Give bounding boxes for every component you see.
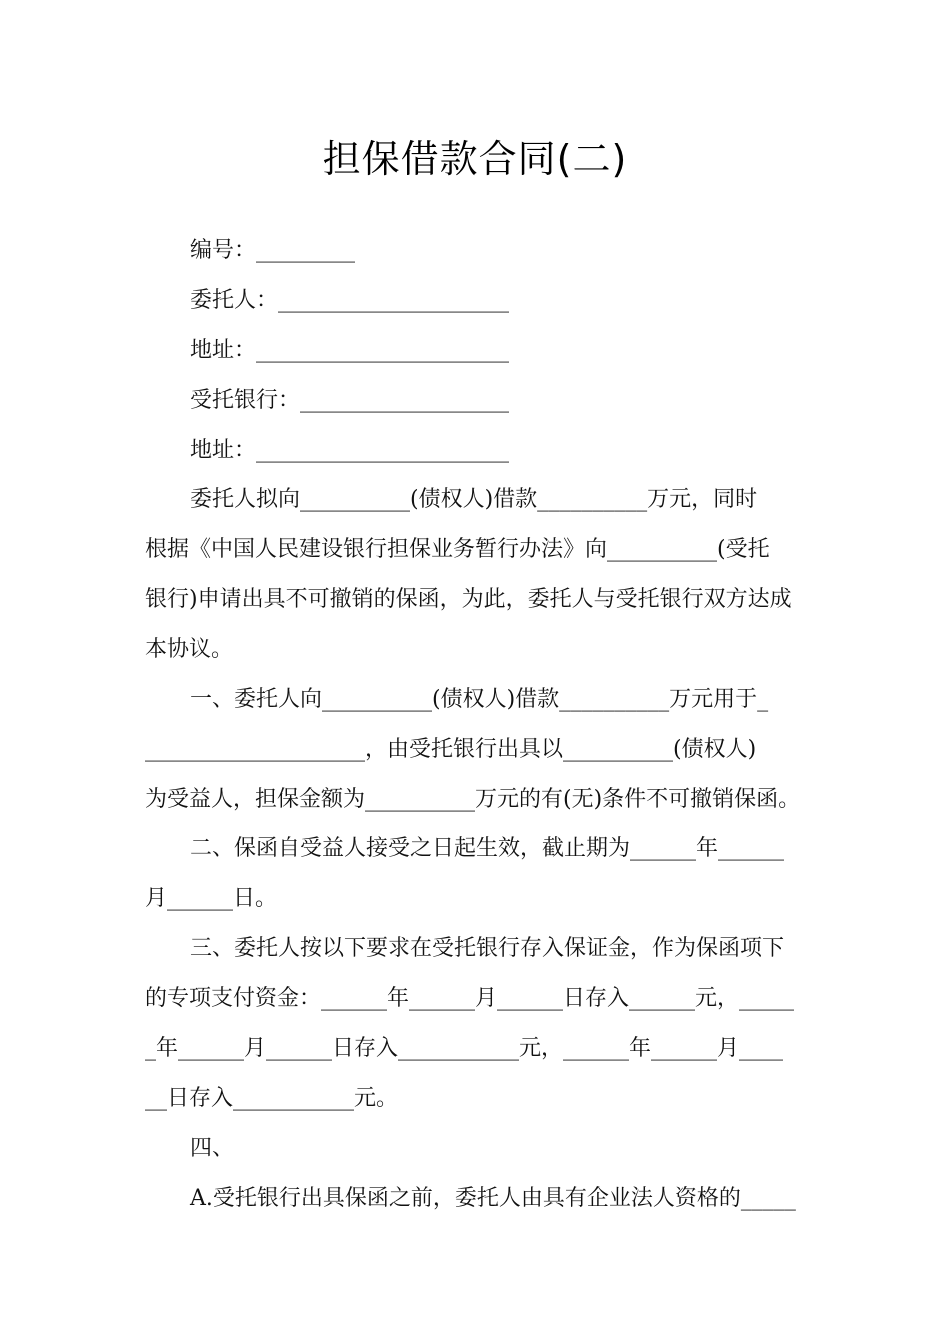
clause-3-line: __日存入___________元。 bbox=[145, 1086, 399, 1111]
paragraph-line: 委托人拟向__________(债权人)借款__________万元，同时 bbox=[190, 487, 758, 512]
trustee-bank-field-line: 受托银行：___________________ bbox=[190, 388, 510, 413]
trustee-bank-address-line: 地址：_______________________ bbox=[190, 438, 510, 463]
clause-3-line: 三、委托人按以下要求在受托银行存入保证金，作为保函项下 bbox=[190, 936, 785, 961]
clause-1-line: 一、委托人向__________(债权人)借款__________万元用于_ bbox=[190, 687, 769, 712]
paragraph-line: 银行)申请出具不可撤销的保函，为此，委托人与受托银行双方达成 bbox=[145, 587, 792, 612]
clause-4-heading: 四、 bbox=[190, 1136, 235, 1161]
clause-3-line: 的专项支付资金：______年______月______日存入______元，_____ bbox=[145, 986, 795, 1011]
clause-2-line: 二、保函自受益人接受之日起生效，截止期为______年______ bbox=[190, 836, 785, 861]
number-field-line: 编号：_________ bbox=[190, 238, 356, 263]
principal-field-line: 委托人：_____________________ bbox=[190, 288, 510, 313]
document-title: 担保借款合同(二) bbox=[322, 137, 628, 181]
clause-1-line: 为受益人，担保金额为__________万元的有(无)条件不可撤销保函。 bbox=[145, 787, 801, 812]
clause-3-line: _年______月______日存入___________元，______年______月____ bbox=[145, 1036, 784, 1061]
clause-2-line: 月______日。 bbox=[145, 886, 278, 911]
clause-1-line: ____________________，由受托银行出具以__________(债权人) bbox=[145, 737, 757, 762]
clause-4a-line: A.受托银行出具保函之前，委托人由具有企业法人资格的_____ bbox=[190, 1186, 796, 1211]
paragraph-line: 本协议。 bbox=[145, 637, 234, 662]
principal-address-line: 地址：_______________________ bbox=[190, 338, 510, 363]
paragraph-line: 根据《中国人民建设银行担保业务暂行办法》向__________(受托 bbox=[145, 537, 770, 562]
